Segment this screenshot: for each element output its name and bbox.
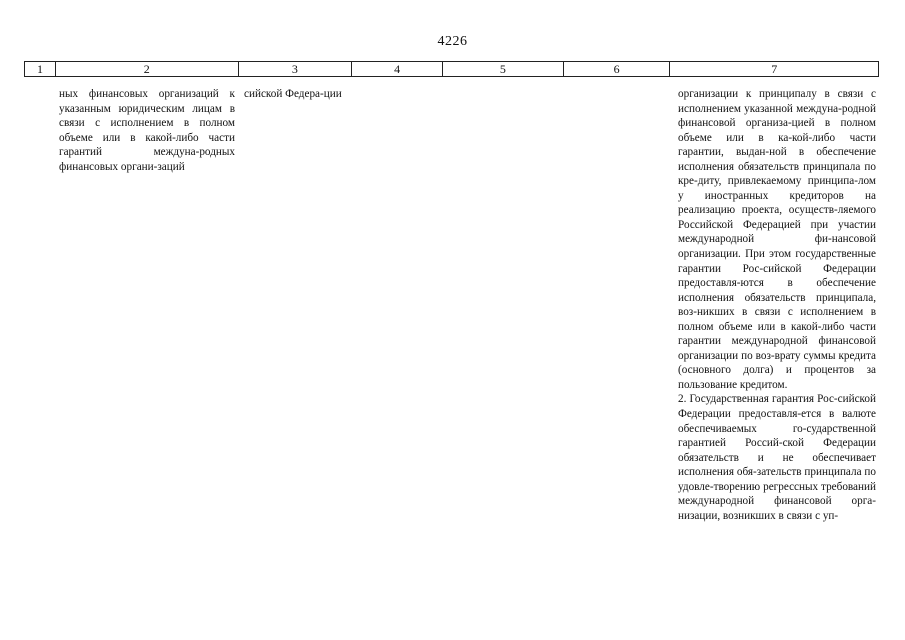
column-7-text xyxy=(678,87,876,523)
column-7-paragraph-2: 2. Государственная гарантия Рос-сийской Федерации предоставля-ется в валюте обеспечиваемых го-сударственной гарантией Россий-ской Федерации обязательств и не обеспечивает исполнения обя-зательств принципала по удовле-творению регрессных требований международной финансовой орга-низации, возникших в связи с уп- xyxy=(678,393,876,522)
column-2-paragraph: ных финансовых организаций к указанным юридическим лицам в связи с исполнением в полном объеме или в какой-либо части гарантий междуна-родных финансовых органи-заций xyxy=(59,88,235,173)
column-header-1: 1 xyxy=(25,62,56,76)
column-3-paragraph: сийской Федера-ции xyxy=(244,88,342,100)
column-header-7: 7 xyxy=(771,62,778,76)
column-7-paragraph-1: организации к принципалу в связи с исполнением указанной междуна-родной финансовой организа-цией в полном объеме или в ка-кой-либо части гарантии, выдан-ной в обеспечение исполнения обязательств принципала по кре-диту, привлекаемому принципа-лом у иностранных кредиторов на реализацию проекта, осуществ-ляемого Российской Федерацией при участии международной фи-нансовой организации. При этом государственные гарантии Рос-сийской Федерации предоставля-ются в обеспечение исполнения обязательств принципала, воз-никших в связи с исполнением в полном объеме или в какой-либо части гарантии международной финансовой организации по воз-врату суммы кредита (основного долга) и процентов за пользование кредитом. xyxy=(678,88,876,391)
column-header-5: 5 xyxy=(443,62,564,76)
table-header-row xyxy=(24,61,879,77)
column-header-2: 2 xyxy=(56,62,239,76)
column-header-3: 3 xyxy=(239,62,353,76)
column-header-6: 6 xyxy=(564,62,671,76)
column-header-4: 4 xyxy=(352,62,443,76)
column-2-text xyxy=(59,87,235,174)
column-3-text xyxy=(244,87,346,102)
page-number: 4226 xyxy=(437,34,468,49)
